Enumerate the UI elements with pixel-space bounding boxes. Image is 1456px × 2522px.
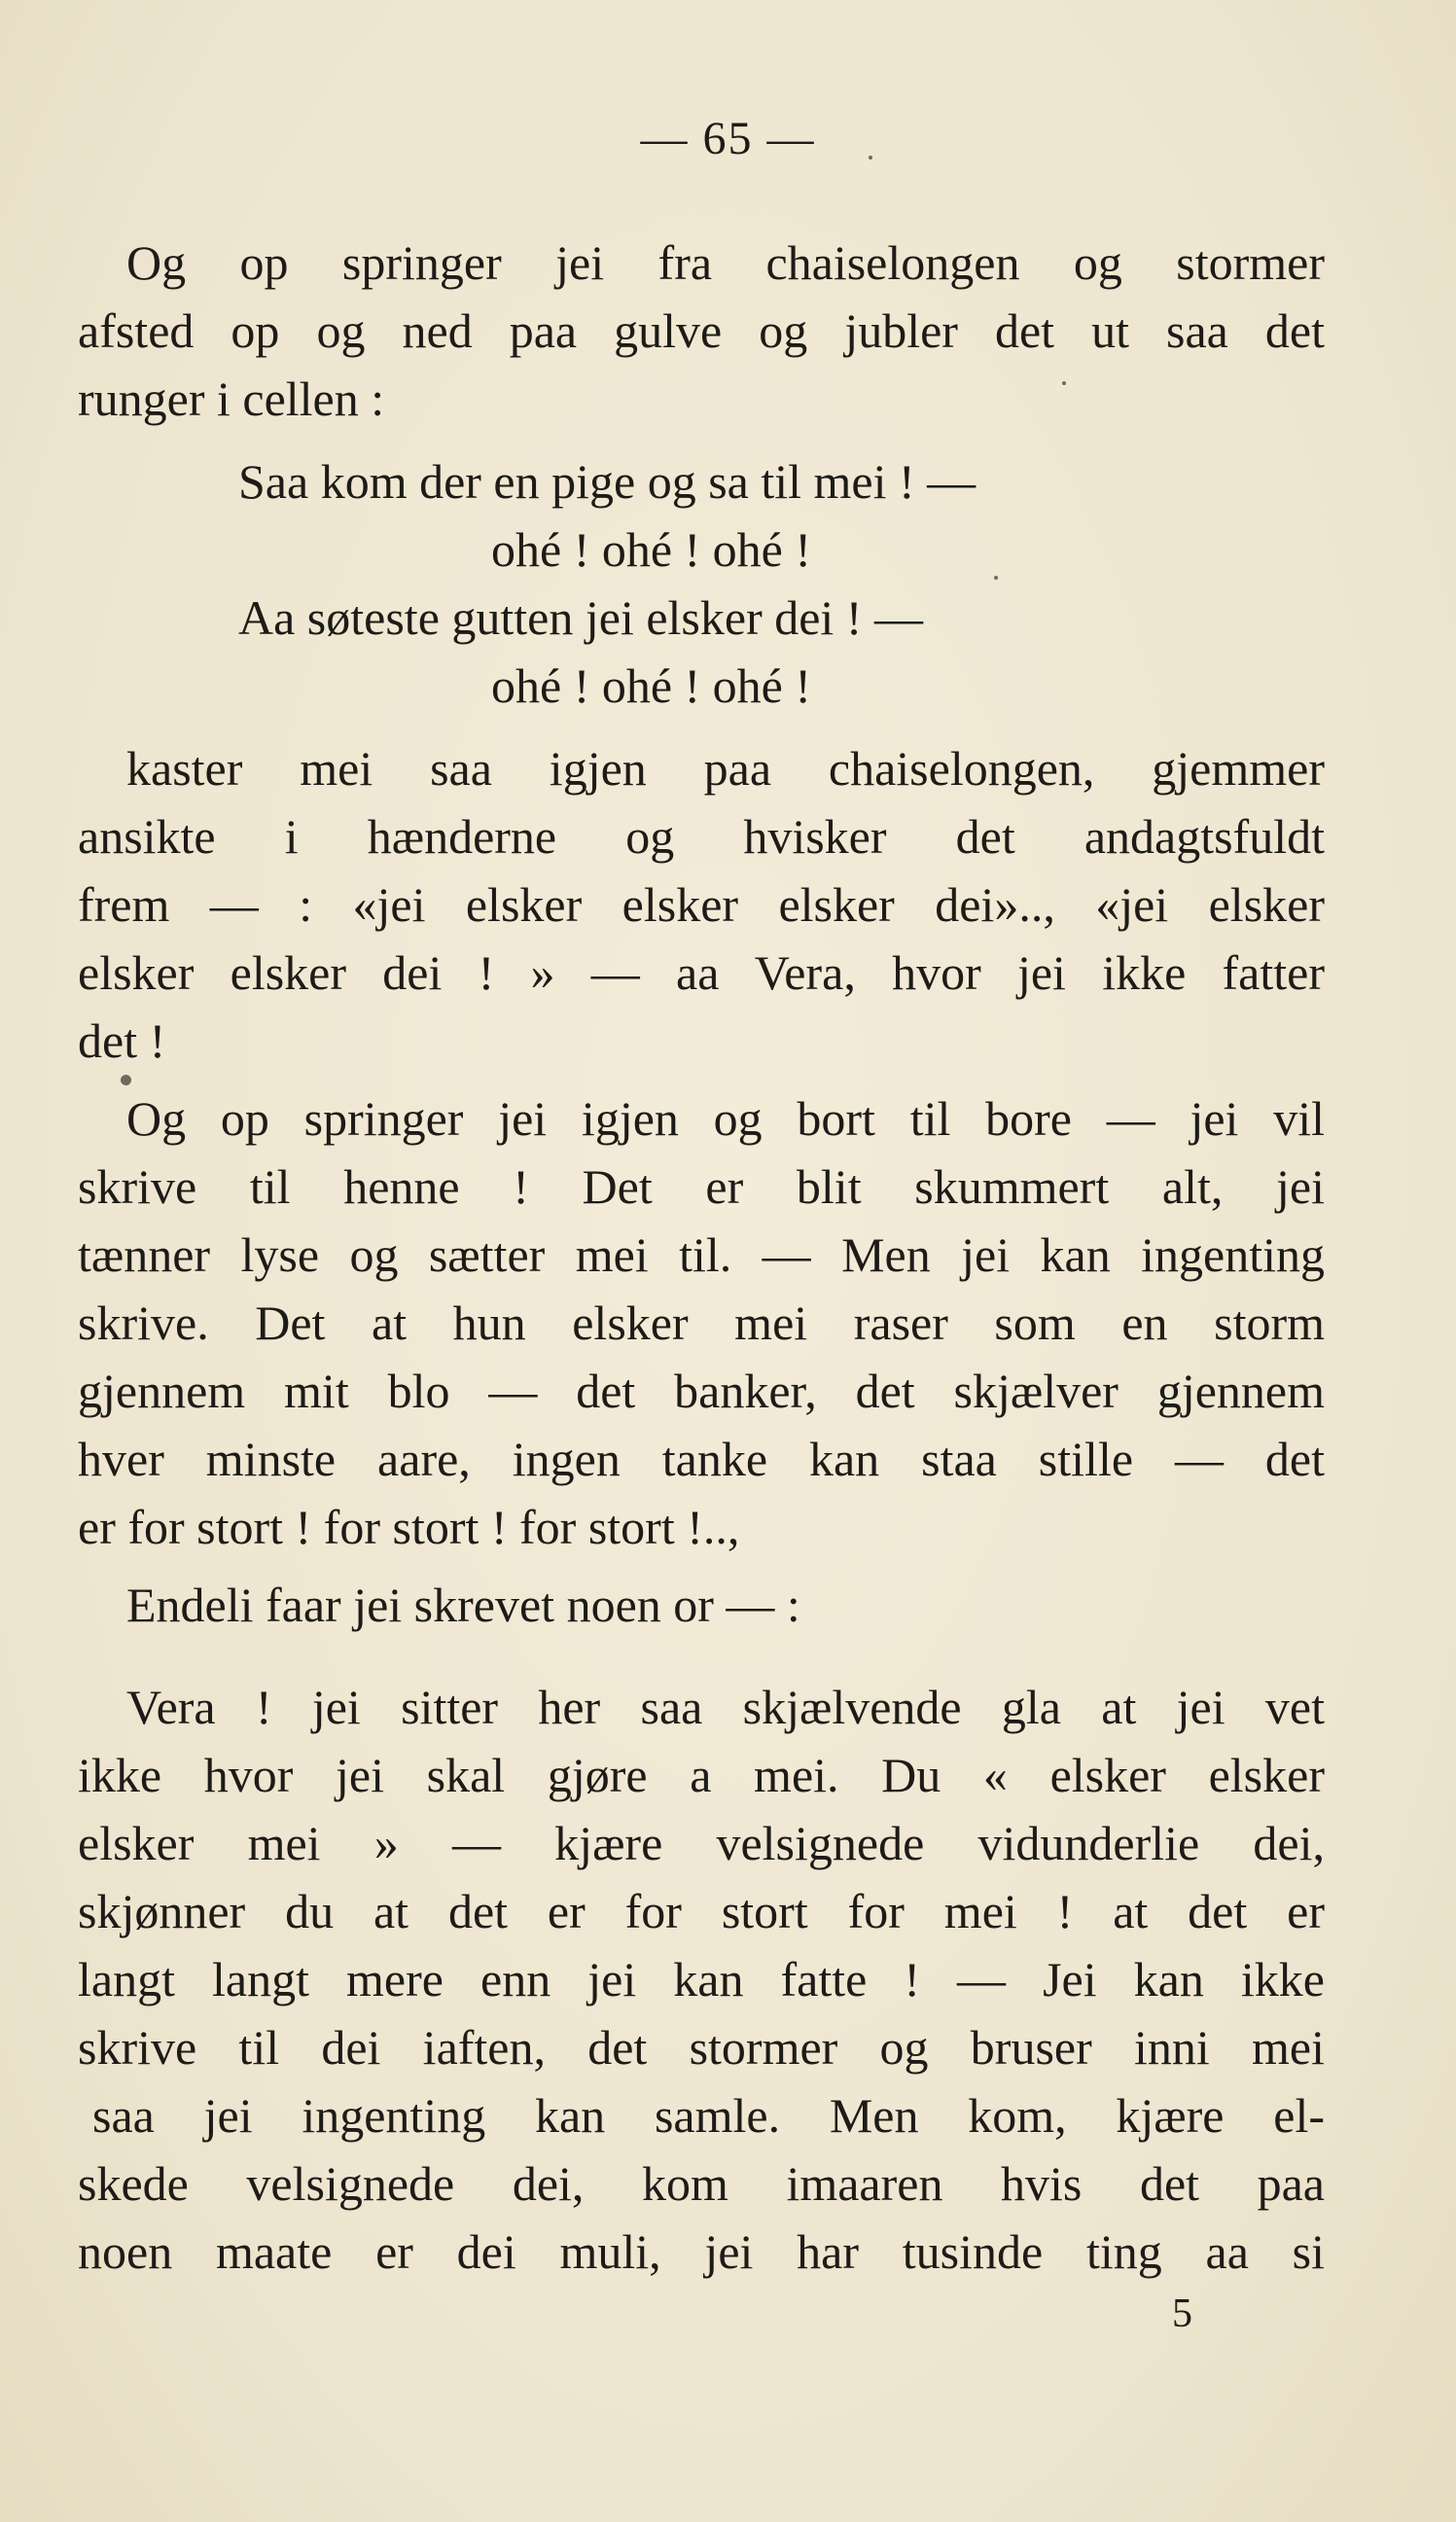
text-line: er for stort ! for stort ! for stort !.., bbox=[78, 1500, 740, 1554]
paper-speck bbox=[1062, 381, 1066, 385]
paper-speck bbox=[869, 156, 872, 160]
text-line: Vera ! jei sitter her saa skjælvende gla at jei vet bbox=[126, 1680, 1325, 1734]
text-line: noen maate er dei muli, jei har tusinde ting aa si bbox=[78, 2224, 1325, 2279]
text-line: saa jei ingenting kan samle. Men kom, kjære el- bbox=[92, 2088, 1325, 2143]
text-line: frem — : «jei elsker elsker elsker dei».., «jei elsker bbox=[78, 877, 1325, 932]
text-line: skede velsignede dei, kom imaaren hvis det paa bbox=[78, 2156, 1325, 2211]
text-line: ansikte i hænderne og hvisker det andagtsfuldt bbox=[78, 809, 1325, 864]
text-line: skrive til henne ! Det er blit skummert alt, jei bbox=[78, 1159, 1325, 1214]
text-line: hver minste aare, ingen tanke kan staa stille — det bbox=[78, 1432, 1325, 1486]
text-line: elsker elsker dei ! » — aa Vera, hvor jei ikke fatter bbox=[78, 945, 1325, 1000]
text-line: skjønner du at det er for stort for mei ! at det er bbox=[78, 1884, 1325, 1938]
paper-speck bbox=[121, 1075, 131, 1085]
text-line: Endeli faar jei skrevet noen or — : bbox=[126, 1578, 800, 1632]
page-number-header: — 65 — bbox=[640, 113, 816, 164]
text-line: afsted op og ned paa gulve og jubler det ut saa det bbox=[78, 303, 1325, 358]
text-line: kaster mei saa igjen paa chaiselongen, gjemmer bbox=[126, 741, 1325, 796]
signature-mark: 5 bbox=[1172, 2291, 1192, 2336]
text-line: elsker mei » — kjære velsignede vidunderlie dei, bbox=[78, 1816, 1325, 1870]
verse-line: Aa søteste gutten jei elsker dei ! — bbox=[238, 590, 923, 645]
text-line: runger i cellen : bbox=[78, 372, 385, 426]
text-line: ikke hvor jei skal gjøre a mei. Du « elsker elsker bbox=[78, 1748, 1325, 1802]
text-line: langt langt mere enn jei kan fatte ! — Jei kan ikke bbox=[78, 1952, 1325, 2007]
text-line: Og op springer jei igjen og bort til bore — jei vil bbox=[126, 1091, 1325, 1146]
text-line: skrive. Det at hun elsker mei raser som en storm bbox=[78, 1296, 1325, 1350]
text-line: Og op springer jei fra chaiselongen og stormer bbox=[126, 235, 1325, 290]
text-line: tænner lyse og sætter mei til. — Men jei kan ingenting bbox=[78, 1227, 1325, 1282]
text-line: gjennem mit blo — det banker, det skjælver gjennem bbox=[78, 1364, 1325, 1418]
text-line: det ! bbox=[78, 1013, 166, 1068]
paper-speck bbox=[994, 576, 998, 580]
verse-refrain: ohé ! ohé ! ohé ! bbox=[491, 658, 812, 713]
verse-refrain: ohé ! ohé ! ohé ! bbox=[491, 522, 812, 577]
text-line: skrive til dei iaften, det stormer og bruser inni mei bbox=[78, 2020, 1325, 2075]
verse-line: Saa kom der en pige og sa til mei ! — bbox=[238, 454, 977, 509]
